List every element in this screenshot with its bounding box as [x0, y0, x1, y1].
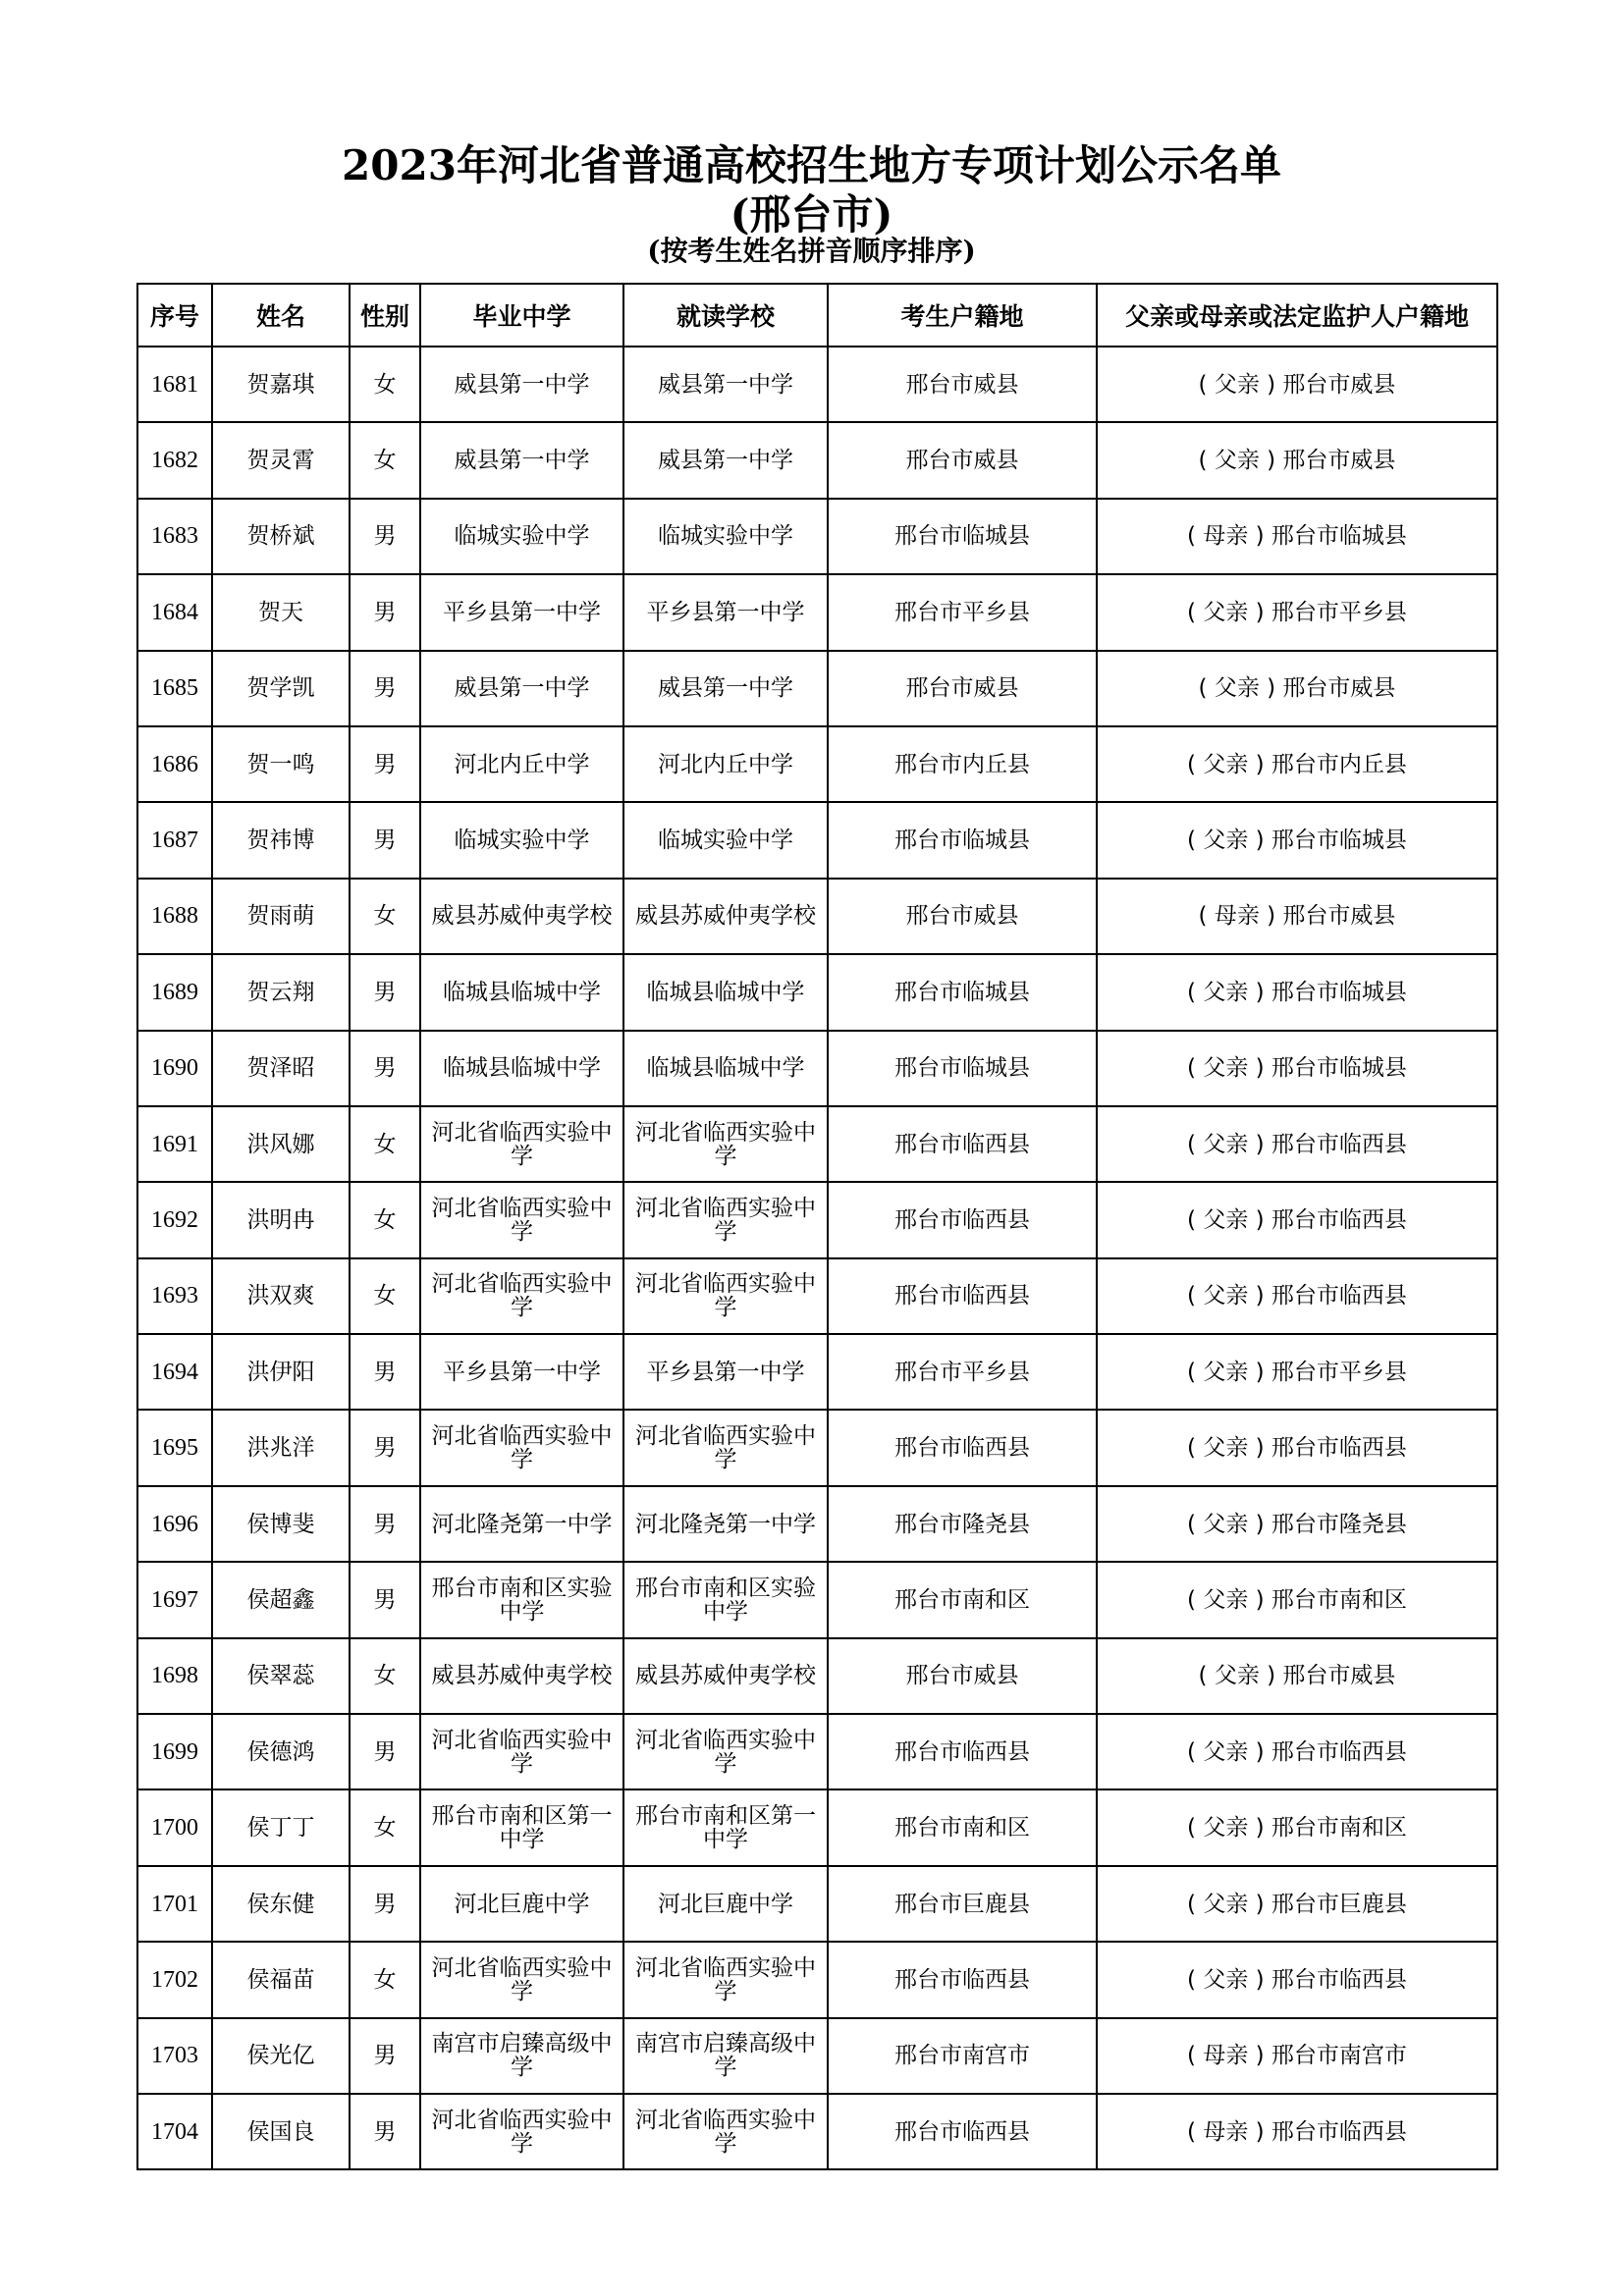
- cell-seq: 1691: [137, 1106, 212, 1182]
- cell-gender: 男: [350, 1714, 420, 1789]
- cell-seq: 1694: [137, 1334, 212, 1410]
- cell-hukou: 邢台市威县: [828, 347, 1097, 422]
- cell-grad-school: 临城县临城中学: [420, 954, 623, 1030]
- cell-gender: 女: [350, 1638, 420, 1714]
- cell-seq: 1681: [137, 347, 212, 422]
- table-row: [137, 422, 1497, 498]
- cell-hukou: 邢台市临城县: [828, 1031, 1097, 1106]
- cell-gender: 男: [350, 499, 420, 574]
- cell-hukou: 邢台市南和区: [828, 1789, 1097, 1865]
- cell-gender: 女: [350, 422, 420, 498]
- cell-seq: 1695: [137, 1410, 212, 1485]
- table-header-row: [137, 284, 1497, 347]
- header-hukou: 考生户籍地: [828, 284, 1097, 347]
- table-row: [137, 347, 1497, 422]
- cell-school: 南宫市启臻高级中学: [623, 2018, 828, 2094]
- cell-grad-school: 河北巨鹿中学: [420, 1866, 623, 1942]
- cell-parent-hukou: ( 父亲 ) 邢台市临西县: [1097, 1942, 1497, 2017]
- cell-name: 侯福苗: [212, 1942, 350, 2017]
- cell-name: 贺学凯: [212, 651, 350, 726]
- cell-parent-hukou: ( 父亲 ) 邢台市威县: [1097, 422, 1497, 498]
- cell-parent-hukou: ( 父亲 ) 邢台市南和区: [1097, 1562, 1497, 1637]
- cell-seq: 1697: [137, 1562, 212, 1637]
- table-row: [137, 1410, 1497, 1485]
- cell-hukou: 邢台市南和区: [828, 1562, 1097, 1637]
- cell-name: 侯德鸿: [212, 1714, 350, 1789]
- cell-hukou: 邢台市威县: [828, 422, 1097, 498]
- table-row: [137, 1562, 1497, 1637]
- cell-parent-hukou: ( 父亲 ) 邢台市临城县: [1097, 954, 1497, 1030]
- cell-grad-school: 邢台市南和区实验中学: [420, 1562, 623, 1637]
- cell-name: 贺泽昭: [212, 1031, 350, 1106]
- cell-hukou: 邢台市临城县: [828, 499, 1097, 574]
- document-sort-note: (按考生姓名拼音顺序排序): [647, 235, 976, 267]
- cell-name: 侯国良: [212, 2094, 350, 2169]
- cell-grad-school: 临城实验中学: [420, 499, 623, 574]
- table-body: [137, 347, 1497, 2169]
- cell-seq: 1688: [137, 879, 212, 954]
- table-row: [137, 879, 1497, 954]
- cell-name: 洪风娜: [212, 1106, 350, 1182]
- cell-school: 河北内丘中学: [623, 726, 828, 802]
- cell-parent-hukou: ( 父亲 ) 邢台市临城县: [1097, 802, 1497, 878]
- cell-school: 河北省临西实验中学: [623, 2094, 828, 2169]
- cell-name: 侯东健: [212, 1866, 350, 1942]
- cell-school: 河北省临西实验中学: [623, 1714, 828, 1789]
- cell-name: 贺嘉琪: [212, 347, 350, 422]
- cell-gender: 女: [350, 1182, 420, 1257]
- cell-parent-hukou: ( 母亲 ) 邢台市临西县: [1097, 2094, 1497, 2169]
- header-grad-school: 毕业中学: [420, 284, 623, 347]
- cell-seq: 1702: [137, 1942, 212, 2017]
- table-row: [137, 1031, 1497, 1106]
- cell-gender: 女: [350, 1789, 420, 1865]
- table-row: [137, 574, 1497, 650]
- cell-parent-hukou: ( 父亲 ) 邢台市隆尧县: [1097, 1486, 1497, 1562]
- cell-seq: 1687: [137, 802, 212, 878]
- cell-school: 临城县临城中学: [623, 954, 828, 1030]
- cell-grad-school: 平乡县第一中学: [420, 1334, 623, 1410]
- cell-school: 邢台市南和区实验中学: [623, 1562, 828, 1637]
- table-row: [137, 1714, 1497, 1789]
- cell-seq: 1703: [137, 2018, 212, 2094]
- table-row: [137, 802, 1497, 878]
- table-row: [137, 954, 1497, 1030]
- cell-gender: 男: [350, 1866, 420, 1942]
- header-school: 就读学校: [623, 284, 828, 347]
- cell-parent-hukou: ( 母亲 ) 邢台市威县: [1097, 879, 1497, 954]
- table-row: [137, 1942, 1497, 2017]
- cell-seq: 1684: [137, 574, 212, 650]
- table-row: [137, 2094, 1497, 2169]
- cell-parent-hukou: ( 父亲 ) 邢台市临西县: [1097, 1410, 1497, 1485]
- table-row: [137, 1866, 1497, 1942]
- cell-gender: 男: [350, 726, 420, 802]
- cell-school: 河北隆尧第一中学: [623, 1486, 828, 1562]
- cell-grad-school: 平乡县第一中学: [420, 574, 623, 650]
- cell-gender: 女: [350, 347, 420, 422]
- header-parent-hukou: 父亲或母亲或法定监护人户籍地: [1097, 284, 1497, 347]
- admission-list-table: [136, 283, 1498, 2170]
- cell-hukou: 邢台市临城县: [828, 802, 1097, 878]
- cell-seq: 1692: [137, 1182, 212, 1257]
- cell-school: 威县苏威仲夷学校: [623, 1638, 828, 1714]
- cell-hukou: 邢台市临西县: [828, 1258, 1097, 1334]
- cell-grad-school: 威县苏威仲夷学校: [420, 879, 623, 954]
- cell-parent-hukou: ( 父亲 ) 邢台市巨鹿县: [1097, 1866, 1497, 1942]
- cell-name: 贺天: [212, 574, 350, 650]
- cell-grad-school: 河北内丘中学: [420, 726, 623, 802]
- cell-parent-hukou: ( 父亲 ) 邢台市临城县: [1097, 1031, 1497, 1106]
- cell-grad-school: 河北省临西实验中学: [420, 1106, 623, 1182]
- cell-grad-school: 南宫市启臻高级中学: [420, 2018, 623, 2094]
- cell-name: 贺云翔: [212, 954, 350, 1030]
- cell-parent-hukou: ( 父亲 ) 邢台市临西县: [1097, 1106, 1497, 1182]
- cell-grad-school: 河北省临西实验中学: [420, 1714, 623, 1789]
- cell-hukou: 邢台市临西县: [828, 2094, 1097, 2169]
- cell-school: 威县第一中学: [623, 651, 828, 726]
- cell-hukou: 邢台市平乡县: [828, 1334, 1097, 1410]
- cell-name: 侯丁丁: [212, 1789, 350, 1865]
- cell-gender: 男: [350, 651, 420, 726]
- cell-gender: 男: [350, 802, 420, 878]
- cell-hukou: 邢台市威县: [828, 1638, 1097, 1714]
- cell-seq: 1701: [137, 1866, 212, 1942]
- cell-grad-school: 临城实验中学: [420, 802, 623, 878]
- cell-name: 洪双爽: [212, 1258, 350, 1334]
- cell-hukou: 邢台市临西县: [828, 1106, 1097, 1182]
- cell-seq: 1683: [137, 499, 212, 574]
- cell-name: 洪伊阳: [212, 1334, 350, 1410]
- cell-seq: 1696: [137, 1486, 212, 1562]
- table-row: [137, 1182, 1497, 1257]
- cell-name: 贺桥斌: [212, 499, 350, 574]
- cell-parent-hukou: ( 父亲 ) 邢台市南和区: [1097, 1789, 1497, 1865]
- document-subtitle-city: (邢台市): [730, 190, 893, 239]
- cell-grad-school: 威县第一中学: [420, 347, 623, 422]
- cell-name: 贺祎博: [212, 802, 350, 878]
- cell-hukou: 邢台市内丘县: [828, 726, 1097, 802]
- table-row: [137, 1258, 1497, 1334]
- cell-seq: 1698: [137, 1638, 212, 1714]
- cell-parent-hukou: ( 父亲 ) 邢台市临西县: [1097, 1182, 1497, 1257]
- table-row: [137, 1486, 1497, 1562]
- header-seq: 序号: [137, 284, 212, 347]
- cell-hukou: 邢台市威县: [828, 651, 1097, 726]
- cell-hukou: 邢台市巨鹿县: [828, 1866, 1097, 1942]
- header-name: 姓名: [212, 284, 350, 347]
- cell-parent-hukou: ( 父亲 ) 邢台市威县: [1097, 651, 1497, 726]
- table-row: [137, 499, 1497, 574]
- cell-gender: 女: [350, 879, 420, 954]
- cell-gender: 男: [350, 1031, 420, 1106]
- cell-name: 贺一鸣: [212, 726, 350, 802]
- header-gender: 性别: [350, 284, 420, 347]
- cell-school: 河北省临西实验中学: [623, 1410, 828, 1485]
- cell-seq: 1689: [137, 954, 212, 1030]
- cell-name: 贺灵霄: [212, 422, 350, 498]
- cell-grad-school: 河北省临西实验中学: [420, 1258, 623, 1334]
- cell-grad-school: 河北省临西实验中学: [420, 1410, 623, 1485]
- cell-grad-school: 河北隆尧第一中学: [420, 1486, 623, 1562]
- cell-name: 侯博斐: [212, 1486, 350, 1562]
- cell-grad-school: 邢台市南和区第一中学: [420, 1789, 623, 1865]
- cell-seq: 1685: [137, 651, 212, 726]
- cell-grad-school: 河北省临西实验中学: [420, 1182, 623, 1257]
- cell-seq: 1699: [137, 1714, 212, 1789]
- cell-grad-school: 威县第一中学: [420, 651, 623, 726]
- cell-school: 河北省临西实验中学: [623, 1106, 828, 1182]
- cell-school: 临城实验中学: [623, 499, 828, 574]
- cell-hukou: 邢台市平乡县: [828, 574, 1097, 650]
- cell-gender: 女: [350, 1258, 420, 1334]
- cell-name: 侯光亿: [212, 2018, 350, 2094]
- cell-gender: 男: [350, 954, 420, 1030]
- cell-gender: 男: [350, 1410, 420, 1485]
- cell-parent-hukou: ( 父亲 ) 邢台市临西县: [1097, 1258, 1497, 1334]
- cell-gender: 男: [350, 2018, 420, 2094]
- cell-school: 平乡县第一中学: [623, 1334, 828, 1410]
- cell-parent-hukou: ( 父亲 ) 邢台市平乡县: [1097, 1334, 1497, 1410]
- cell-name: 侯超鑫: [212, 1562, 350, 1637]
- cell-hukou: 邢台市临西县: [828, 1410, 1097, 1485]
- cell-school: 威县第一中学: [623, 422, 828, 498]
- cell-seq: 1693: [137, 1258, 212, 1334]
- table-row: [137, 1334, 1497, 1410]
- cell-gender: 女: [350, 1942, 420, 2017]
- cell-hukou: 邢台市临城县: [828, 954, 1097, 1030]
- cell-grad-school: 河北省临西实验中学: [420, 2094, 623, 2169]
- cell-hukou: 邢台市临西县: [828, 1714, 1097, 1789]
- cell-gender: 男: [350, 1562, 420, 1637]
- cell-name: 洪兆洋: [212, 1410, 350, 1485]
- cell-gender: 男: [350, 1486, 420, 1562]
- document-title: 2023年河北省普通高校招生地方专项计划公示名单: [342, 141, 1281, 189]
- cell-school: 河北省临西实验中学: [623, 1182, 828, 1257]
- cell-name: 贺雨萌: [212, 879, 350, 954]
- table-row: [137, 1106, 1497, 1182]
- cell-school: 威县第一中学: [623, 347, 828, 422]
- cell-hukou: 邢台市隆尧县: [828, 1486, 1097, 1562]
- cell-name: 洪明冉: [212, 1182, 350, 1257]
- cell-school: 平乡县第一中学: [623, 574, 828, 650]
- cell-school: 临城实验中学: [623, 802, 828, 878]
- table-row: [137, 726, 1497, 802]
- table-row: [137, 1638, 1497, 1714]
- cell-hukou: 邢台市临西县: [828, 1942, 1097, 2017]
- cell-seq: 1682: [137, 422, 212, 498]
- cell-hukou: 邢台市临西县: [828, 1182, 1097, 1257]
- cell-grad-school: 河北省临西实验中学: [420, 1942, 623, 2017]
- cell-gender: 男: [350, 1334, 420, 1410]
- cell-gender: 男: [350, 2094, 420, 2169]
- cell-gender: 女: [350, 1106, 420, 1182]
- cell-parent-hukou: ( 父亲 ) 邢台市威县: [1097, 1638, 1497, 1714]
- cell-parent-hukou: ( 父亲 ) 邢台市内丘县: [1097, 726, 1497, 802]
- cell-gender: 男: [350, 574, 420, 650]
- cell-grad-school: 威县第一中学: [420, 422, 623, 498]
- table-row: [137, 651, 1497, 726]
- cell-seq: 1700: [137, 1789, 212, 1865]
- cell-parent-hukou: ( 父亲 ) 邢台市平乡县: [1097, 574, 1497, 650]
- table-row: [137, 2018, 1497, 2094]
- cell-parent-hukou: ( 父亲 ) 邢台市威县: [1097, 347, 1497, 422]
- cell-seq: 1686: [137, 726, 212, 802]
- cell-seq: 1704: [137, 2094, 212, 2169]
- cell-school: 威县苏威仲夷学校: [623, 879, 828, 954]
- cell-name: 侯翠蕊: [212, 1638, 350, 1714]
- cell-school: 河北省临西实验中学: [623, 1258, 828, 1334]
- cell-grad-school: 威县苏威仲夷学校: [420, 1638, 623, 1714]
- cell-parent-hukou: ( 母亲 ) 邢台市临城县: [1097, 499, 1497, 574]
- table-row: [137, 1789, 1497, 1865]
- cell-school: 临城县临城中学: [623, 1031, 828, 1106]
- cell-school: 邢台市南和区第一中学: [623, 1789, 828, 1865]
- cell-parent-hukou: ( 父亲 ) 邢台市临西县: [1097, 1714, 1497, 1789]
- cell-grad-school: 临城县临城中学: [420, 1031, 623, 1106]
- cell-seq: 1690: [137, 1031, 212, 1106]
- cell-hukou: 邢台市南宫市: [828, 2018, 1097, 2094]
- cell-school: 河北省临西实验中学: [623, 1942, 828, 2017]
- cell-parent-hukou: ( 母亲 ) 邢台市南宫市: [1097, 2018, 1497, 2094]
- cell-school: 河北巨鹿中学: [623, 1866, 828, 1942]
- cell-hukou: 邢台市威县: [828, 879, 1097, 954]
